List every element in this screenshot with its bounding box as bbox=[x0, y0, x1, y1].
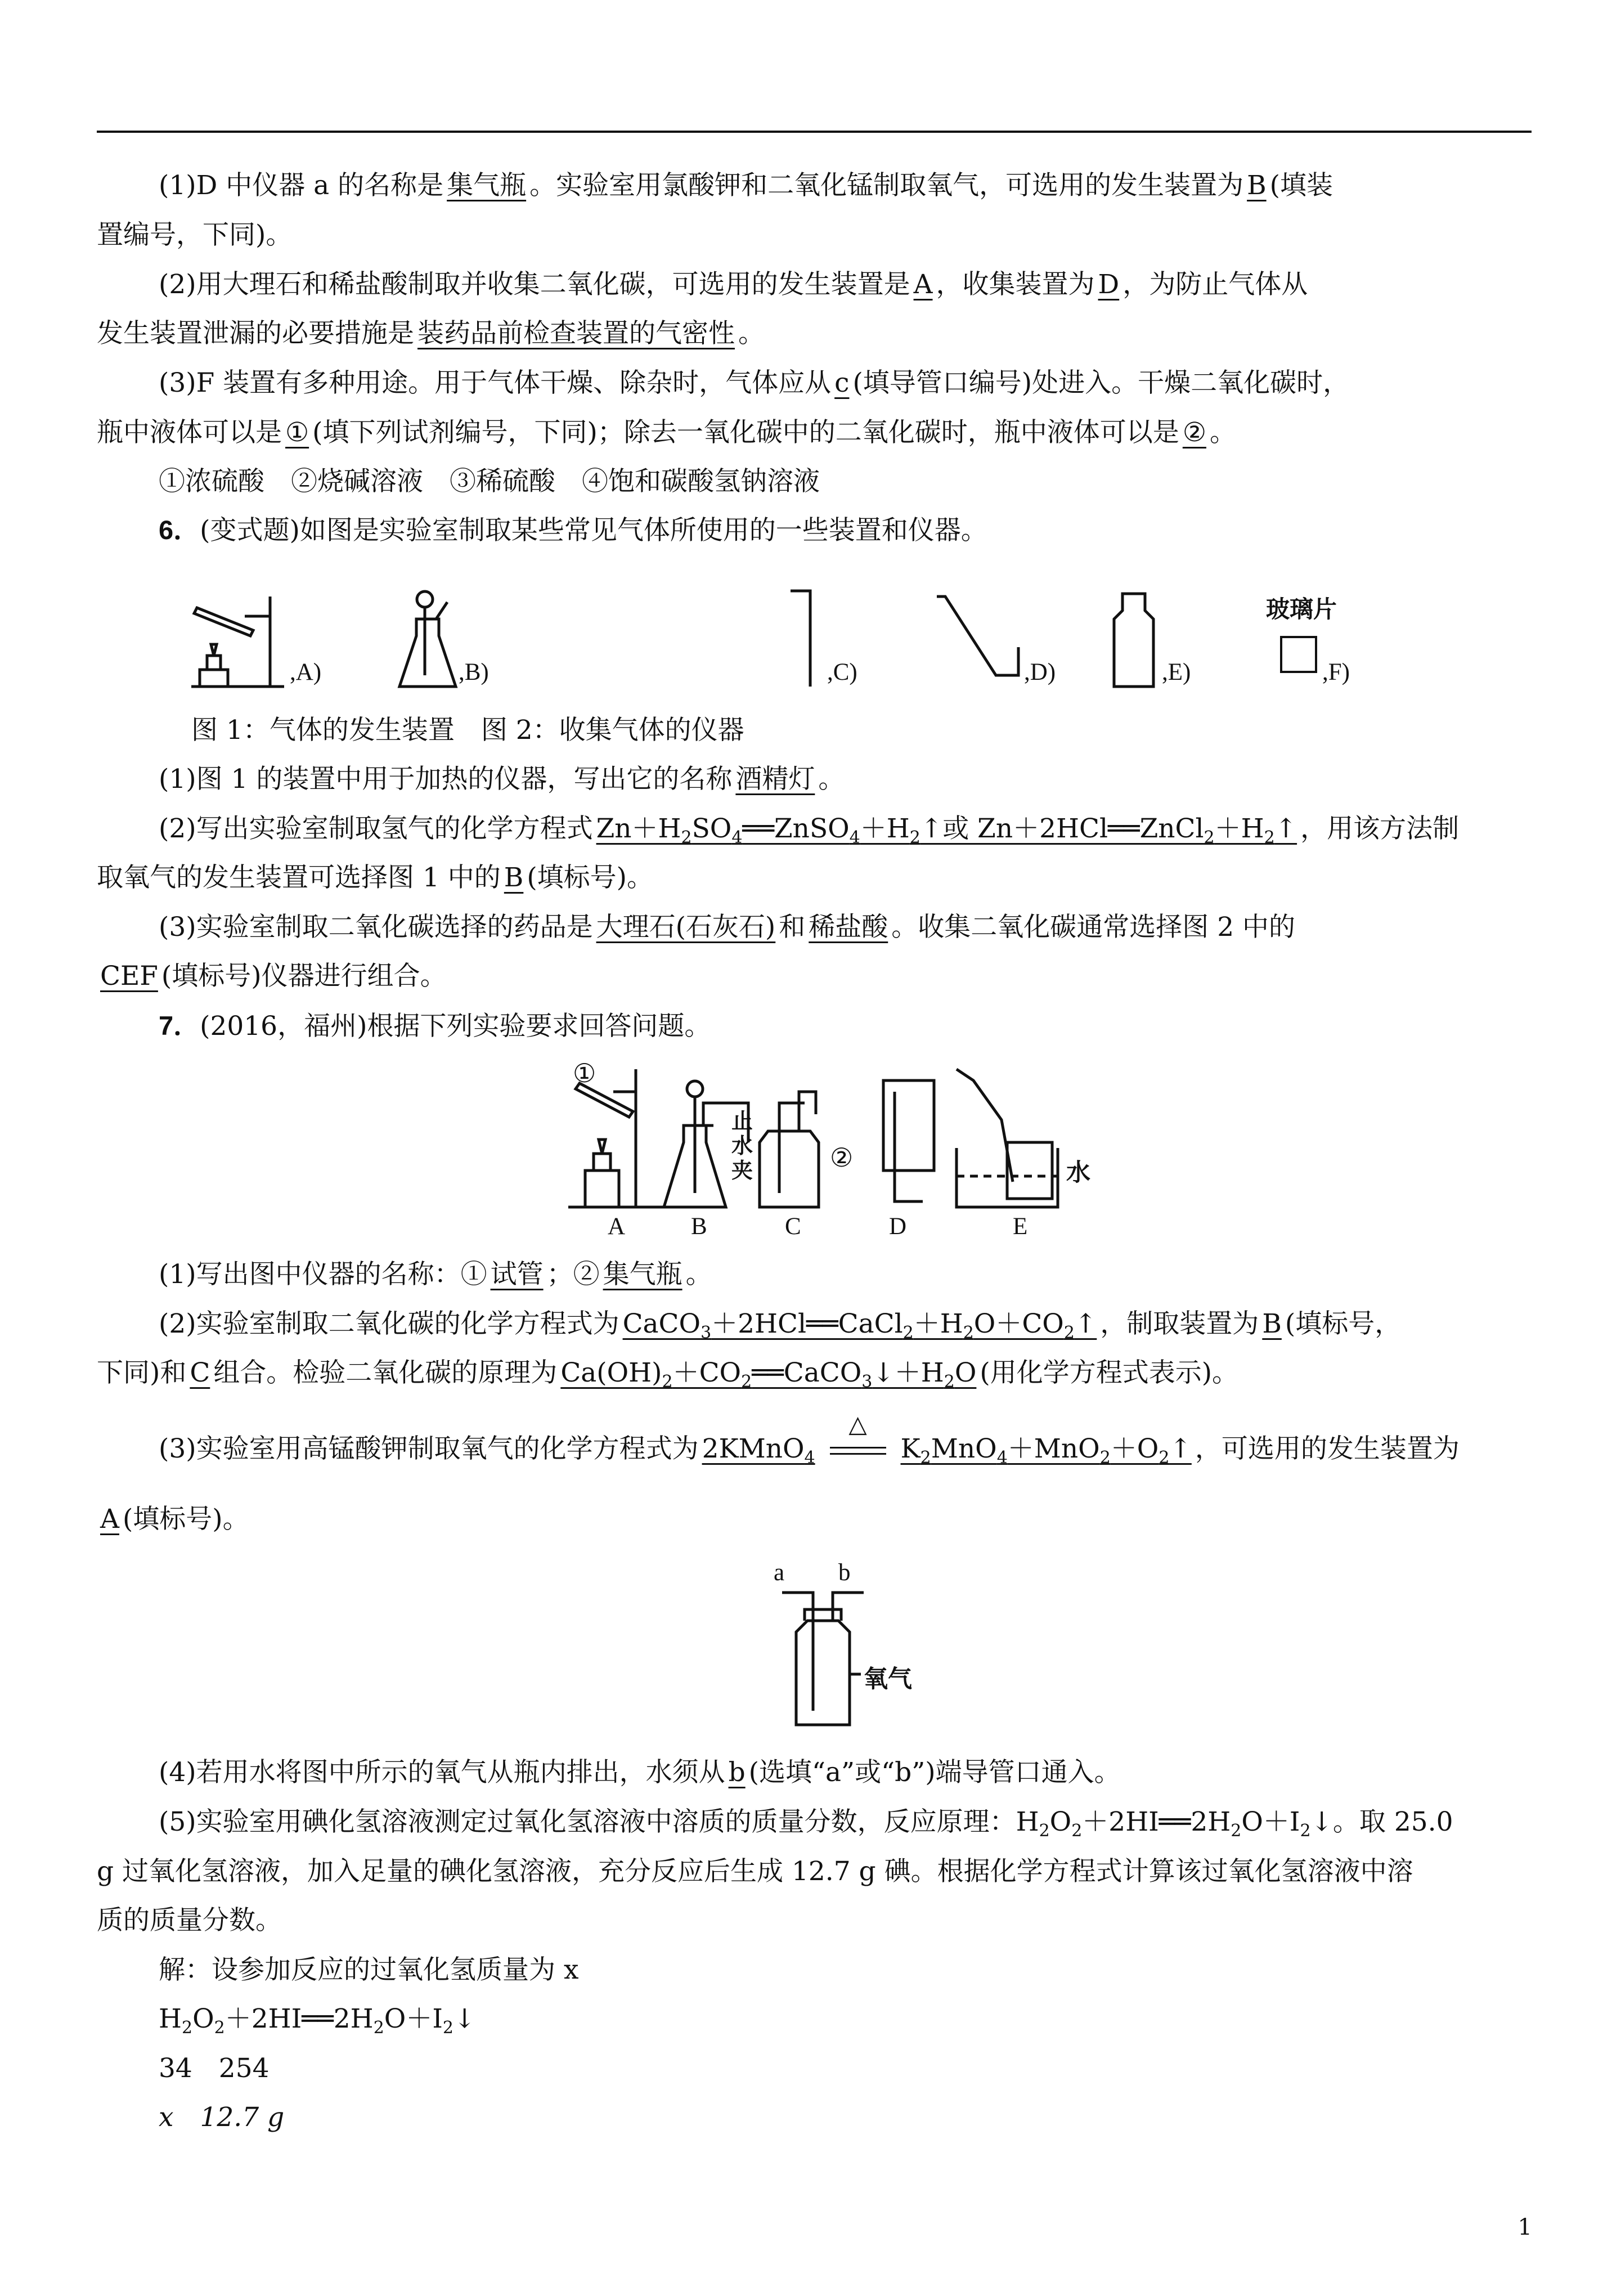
label-d: ,D) bbox=[1024, 659, 1056, 685]
q7-stem: 7．(2016，福州)根据下列实验要求回答问题。 bbox=[159, 1011, 711, 1042]
tube-c-icon bbox=[788, 585, 821, 692]
q7-line-6: (4)若用水将图中所示的氧气从瓶内排出，水须从 b (选填“a”或“b”)端导管口通入。 bbox=[159, 1757, 1121, 1788]
mark-1: ① bbox=[573, 1059, 596, 1088]
tube-b-label: b bbox=[838, 1559, 851, 1586]
q7-label-e: E bbox=[1013, 1213, 1028, 1240]
q5-line-1: (1)D 中仪器 a 的名称是 集气瓶 。实验室用氯酸钾和二氧化锰制取氧气，可选用的发生装置为 B (填装 bbox=[159, 170, 1333, 201]
q7-label-d: D bbox=[889, 1213, 907, 1240]
label-b: ,B) bbox=[459, 659, 489, 685]
label-a: ,A) bbox=[290, 659, 322, 685]
page-number: 1 bbox=[1517, 2214, 1532, 2240]
top-rule bbox=[97, 131, 1532, 133]
q5-line-5: (3)F 装置有多种用途。用于气体干燥、除杂时，气体应从 c (填导管口编号)处进入。干燥二氧化碳时， bbox=[159, 367, 1350, 398]
q7-label-a: A bbox=[608, 1213, 626, 1240]
solution-equation: $H_2O_2+2HI══2H_2O+I_2↓$ bbox=[159, 2003, 476, 2038]
glass-plate-icon bbox=[1280, 636, 1317, 673]
q6-line-1: (1)图 1 的装置中用于加热的仪器，写出它的名称 酒精灯 。 bbox=[159, 764, 845, 795]
tube-a-label: a bbox=[774, 1559, 785, 1586]
q7-line-1: (1)写出图中仪器的名称：① 试管 ；② 集气瓶 。 bbox=[159, 1259, 712, 1290]
oxygen-label: 氧气 bbox=[864, 1665, 912, 1693]
heat-condition: △ bbox=[827, 1432, 889, 1466]
q7-apparatus-icon bbox=[563, 1058, 1125, 1216]
q6-line-2: (2)写出实验室制取氢气的化学方程式 $Zn+H_2SO_4══ZnSO_4+H_2↑$或 $Zn+2HCl══ZnCl_2+H_2↑$ ，用该方法制 bbox=[159, 813, 1460, 847]
q7-line-8: g 过氧化氢溶液，加入足量的碘化氢溶液，充分反应后生成 12.7 g 碘。根据化学方程式计算该过氧化氢溶液中溶 bbox=[97, 1856, 1413, 1887]
q5-line-3: (2)用大理石和稀盐酸制取并收集二氧化碳，可选用的发生装置是 A ，收集装置为 D ，为防止气体从 bbox=[159, 269, 1308, 300]
gas-bottle-figure bbox=[771, 1559, 940, 1728]
glass-plate-label: 玻璃片 bbox=[1266, 595, 1337, 623]
q5-line-6: 瓶中液体可以是 ① (填下列试剂编号，下同)；除去一氧化碳中的二氧化碳时，瓶中液体可以是 ② 。 bbox=[97, 417, 1236, 448]
label-f: ,F) bbox=[1322, 659, 1350, 685]
q6-stem: 6．(变式题)如图是实验室制取某些常见气体所使用的一些装置和仪器。 bbox=[159, 515, 987, 546]
q7-line-5: A (填标号)。 bbox=[100, 1504, 249, 1535]
q5-line-2: 置编号，下同)。 bbox=[97, 219, 293, 250]
q5-options: ①浓硫酸 ②烧碱溶液 ③稀硫酸 ④饱和碳酸氢钠溶液 bbox=[159, 466, 820, 497]
label-c: ,C) bbox=[827, 659, 857, 685]
q7-line-7: (5)实验室用碘化氢溶液测定过氧化氢溶液中溶质的质量分数，反应原理：$H_2O_2+2HI══2H_2O+I_2↓$。取 25.0 bbox=[159, 1806, 1453, 1841]
q6-caption: 图 1：气体的发生装置 图 2：收集气体的仪器 bbox=[191, 715, 744, 746]
label-e: ,E) bbox=[1162, 659, 1191, 685]
solution-line-1: 解：设参加反应的过氧化氢质量为 x bbox=[159, 1954, 579, 1985]
apparatus-a-icon bbox=[186, 591, 287, 692]
q5-line-4: 发生装置泄漏的必要措施是 装药品前检查装置的气密性 。 bbox=[97, 318, 765, 349]
q7-line-2: (2)实验室制取二氧化碳的化学方程式为 $CaCO_3+2HCl══CaCl_2+H_2O+CO_2↑$ ，制取装置为 B (填标号， bbox=[159, 1308, 1402, 1343]
q6-line-4: (3)实验室制取二氧化碳选择的药品是 大理石(石灰石) 和 稀盐酸 。收集二氧化碳通常选择图 2 中的 bbox=[159, 912, 1296, 943]
gas-bottle-icon bbox=[771, 1581, 883, 1728]
bottle-e-icon bbox=[1108, 591, 1159, 689]
q7-line-9: 质的质量分数。 bbox=[97, 1905, 282, 1936]
q7-label-c: C bbox=[785, 1213, 801, 1240]
q6-line-5: CEF (填标号)仪器进行组合。 bbox=[100, 961, 447, 992]
tube-d-icon bbox=[934, 591, 1030, 687]
q6-figure bbox=[186, 574, 1424, 692]
clip-label: 止 水 夹 bbox=[731, 1109, 753, 1183]
q7-line-4: (3)实验室用高锰酸钾制取氧气的化学方程式为 2KMnO$_4$ △ $K_2MnO_4+MnO_2+O_2↑$ ，可选用的发生装置为 bbox=[159, 1410, 1460, 1468]
solution-values: x 12.7 g bbox=[159, 2102, 285, 2133]
q7-line-3: 下同)和 C 组合。检验二氧化碳的原理为 $Ca(OH)_2+CO_2══CaCO_3↓+H_2O$ (用化学方程式表示)。 bbox=[97, 1357, 1239, 1392]
q6-line-3: 取氧气的发生装置可选择图 1 中的 B (填标号)。 bbox=[97, 862, 654, 893]
q7-label-b: B bbox=[691, 1213, 707, 1240]
mark-2: ② bbox=[830, 1143, 854, 1172]
q7-figure bbox=[563, 1058, 1125, 1244]
solution-masses: 34 254 bbox=[159, 2053, 270, 2084]
water-label: 水 bbox=[1066, 1159, 1090, 1187]
